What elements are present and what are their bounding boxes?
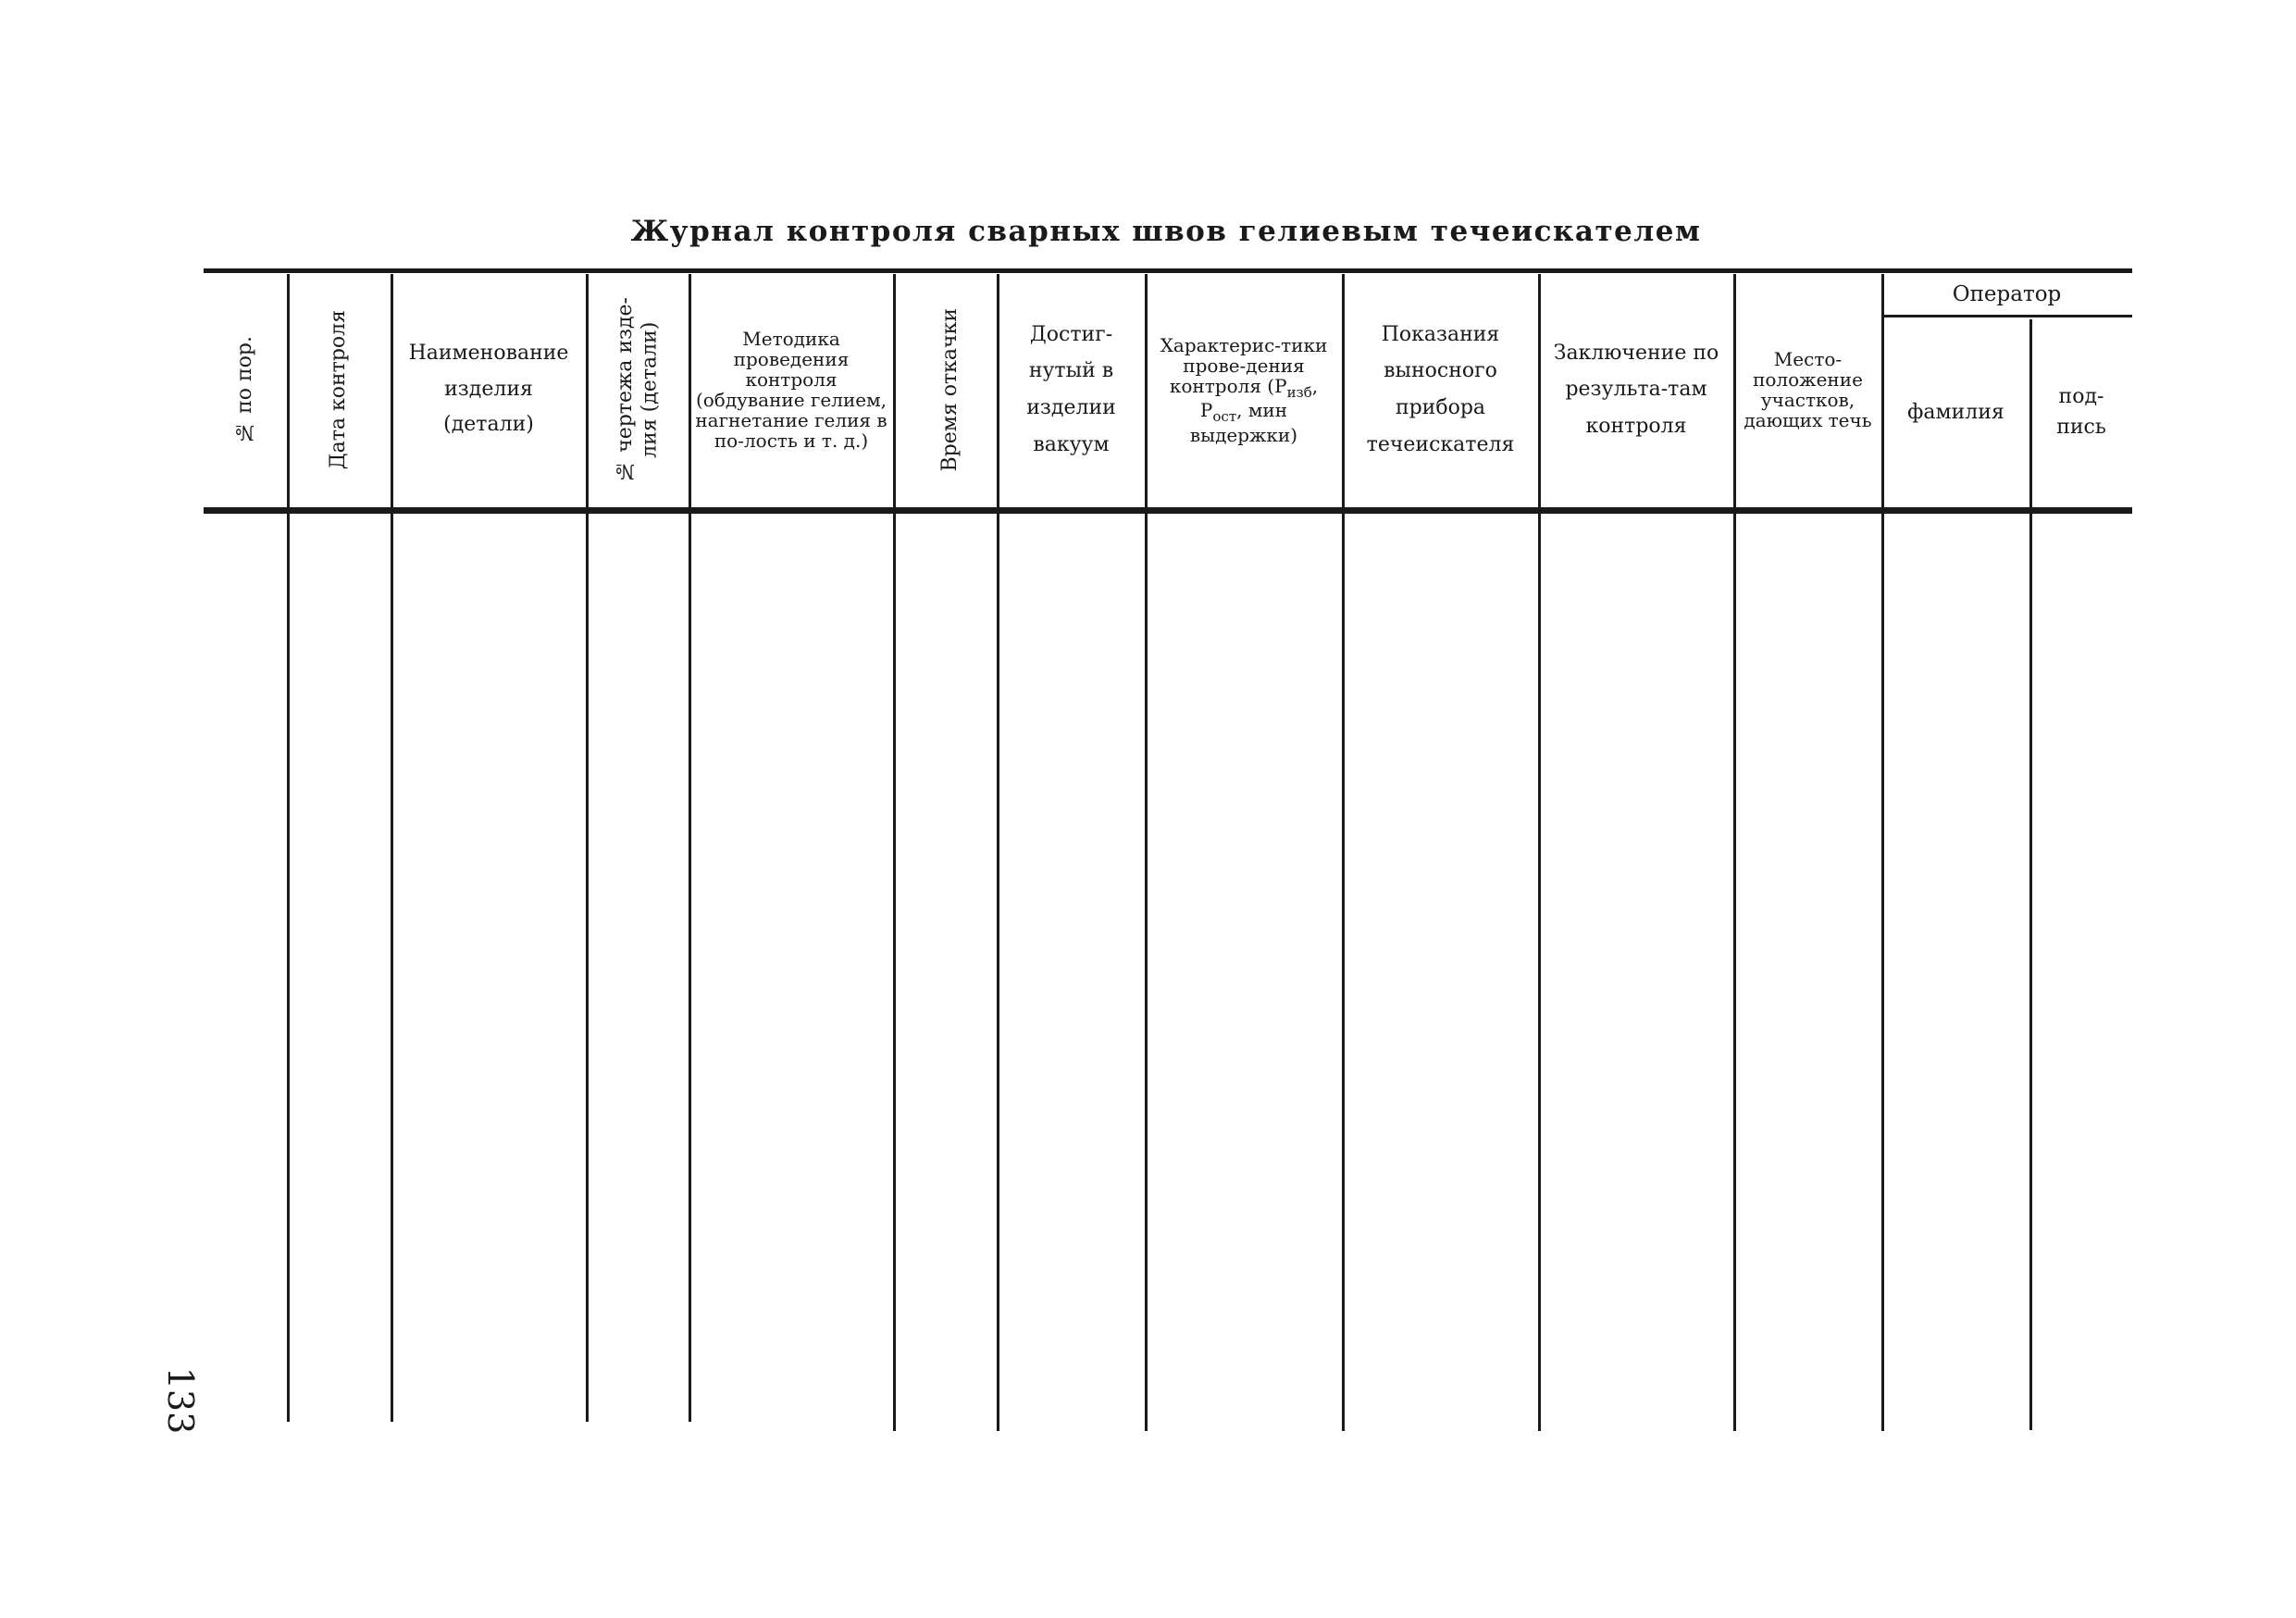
header-cell-conclusion: [1541, 274, 1731, 505]
header-cell-leak-location: [1736, 274, 1880, 505]
characteristics-text-b: , P: [1199, 374, 1319, 421]
header-cell-method: [691, 274, 891, 505]
header-cell-surname: [1884, 319, 2028, 504]
header-bottom-rule: [204, 507, 2132, 514]
header-cell-product-name: [393, 274, 584, 505]
header-label-method: Методика проведения контроля (обдувание гелием, нагнетание гелия в по-лость и т. д.): [695, 328, 887, 452]
header-cell-signature: [2032, 319, 2130, 504]
characteristics-sub-2: ост: [1212, 408, 1237, 425]
header-label-surname: фамилия: [1907, 400, 2004, 424]
characteristics-text-c: , мин выдержки): [1189, 399, 1298, 446]
header-cell-operator: Оператор: [1952, 282, 2062, 306]
page-title: Журнал контроля сварных швов гелиевым течеискателем: [630, 215, 1702, 248]
characteristics-sub-1: изб: [1286, 383, 1312, 401]
header-label-characteristics: [1151, 335, 1336, 445]
page-number: 133: [160, 1366, 201, 1435]
header-label-number: № по пор.: [232, 336, 256, 443]
operator-header-rule: [1881, 315, 2132, 317]
header-cell-drawing-number: [589, 274, 687, 505]
header-label-drawing-number: № чертежа изде- лия (детали): [613, 297, 661, 482]
header-cell-vacuum: [999, 274, 1143, 505]
header-cell-number: [205, 274, 285, 505]
header-cell-pumping-time: [907, 274, 995, 505]
header-label-product-name: Наименование изделия (детали): [408, 342, 569, 437]
table-top-rule: [204, 268, 2132, 273]
header-label-readings: Показания выносного прибора течеискателя: [1366, 322, 1515, 456]
header-cell-readings: [1345, 274, 1536, 505]
header-label-vacuum: Достиг-нутый в изделии вакуум: [1026, 322, 1116, 456]
header-label-date: Дата контроля: [327, 309, 351, 470]
header-label-leak-location: Место-положение участков, дающих течь: [1744, 348, 1872, 431]
header-label-signature: под-пись: [2056, 385, 2106, 439]
header-cell-date: [290, 274, 389, 505]
header-cell-characteristics: [1148, 274, 1340, 505]
column-divider: [893, 274, 896, 1431]
characteristics-text-a: Характерис-тики прове-дения контроля (P: [1160, 333, 1328, 397]
header-label-conclusion: Заключение по результа-там контроля: [1553, 341, 1719, 438]
header-label-pumping-time: Время откачки: [938, 307, 962, 472]
